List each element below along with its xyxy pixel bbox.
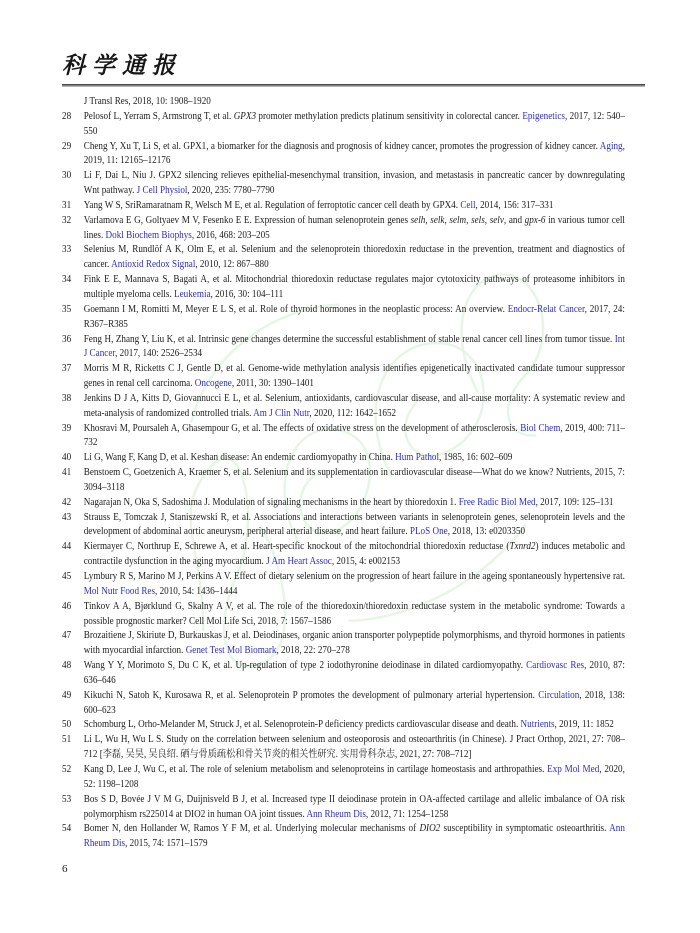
journal-link[interactable]: Exp Mol Med	[547, 763, 600, 775]
reference-text: Kang D, Lee J, Wu C, et al. The role of selenium metabolism and selenoproteins in cartilage homeostasis and arthropathies.	[83, 763, 548, 775]
gene-name-italic: Txnrd2	[509, 541, 536, 553]
reference-number: 46	[62, 600, 72, 612]
reference-item	[62, 689, 625, 719]
reference-text: in various tumor cell lines.	[83, 214, 625, 241]
reference-number: 54	[62, 823, 72, 835]
reference-number: 28	[62, 110, 72, 122]
reference-text: Yang W S, SriRamaratnam R, Welsch M E, et al. Regulation of ferroptotic cancer cell death by GPX4.	[83, 199, 461, 211]
journal-link[interactable]: Int J Cancer	[83, 333, 625, 360]
reference-text: , 2010, 54: 1436–1444	[155, 585, 238, 597]
reference-text: , 2017, 12: 540–550	[83, 110, 625, 137]
reference-text: , 2017, 109: 125–131	[535, 496, 614, 508]
reference-number: 47	[62, 630, 72, 642]
reference-text: , 2018, 138: 600–623	[83, 689, 625, 716]
reference-number: 40	[62, 452, 72, 464]
reference-item	[62, 303, 625, 333]
reference-number: 51	[62, 734, 72, 746]
reference-text: Kiermayer C, Northrup E, Schrewe A, et al. Heart-specific knockout of the mitochondrial thioredoxin reductase (	[83, 541, 510, 553]
reference-text: Bomer N, den Hollander W, Ramos Y F M, et al. Underlying molecular mechanisms of	[83, 823, 420, 835]
reference-item	[62, 214, 625, 244]
reference-item	[62, 822, 625, 852]
reference-item	[62, 733, 625, 763]
reference-number: 32	[62, 214, 72, 226]
reference-text: , 2019, 11: 1852	[554, 719, 614, 731]
reference-number: 39	[62, 422, 72, 434]
masthead	[62, 54, 645, 87]
reference-text: , 2020, 52: 1198–1208	[83, 763, 625, 790]
reference-text: , 2016, 468: 203–205	[191, 229, 270, 241]
reference-item	[62, 392, 625, 422]
reference-item	[62, 169, 625, 199]
reference-text: ) induces metabolic and contractile dysfunction in the aging myocardium.	[83, 541, 625, 568]
reference-text: Fink E E, Mannava S, Bagati A, et al. Mitochondrial thioredoxin reductase regulates major cytotoxicity pathways of proteasome inhibitors in multiple myeloma cells.	[83, 274, 625, 300]
reference-text: promoter methylation predicts platinum sensitivity in colorectal cancer.	[256, 110, 523, 122]
reference-text: Tinkov A A, Bjørklund G, Skalny A V, et al. The role of the thioredoxin/thioredoxin reductase system in the metabolic syndrome: Towards a possible prognostic marker? Cell Mol Life Sci, 2018, 7: 1567–1586	[83, 600, 625, 627]
reference-item	[62, 763, 625, 793]
reference-item	[62, 600, 625, 630]
reference-number: 43	[62, 511, 72, 523]
journal-link[interactable]: Dokl Biochem Biophys	[105, 229, 192, 241]
journal-link[interactable]: Cardiovasc Res	[526, 660, 585, 672]
journal-logo: 科学通报	[62, 53, 182, 78]
reference-item	[62, 496, 625, 511]
reference-number: 45	[62, 571, 72, 582]
reference-item	[62, 511, 625, 541]
gene-name-italic: selh	[410, 214, 426, 226]
reference-item	[62, 95, 625, 110]
reference-item	[62, 629, 625, 659]
reference-text: , 2010, 87: 636–646	[83, 660, 625, 686]
reference-item	[62, 793, 625, 823]
reference-text: Benstoem C, Goetzenich A, Kraemer S, et al. Selenium and its supplementation in cardiovascular disease—What do we know? Nutrients, 2015, 7: 3094–3118	[83, 467, 625, 493]
journal-link[interactable]: Aging	[599, 140, 623, 152]
reference-text: J Transl Res, 2018, 10: 1908–1920	[83, 96, 211, 107]
journal-link[interactable]: Biol Chem	[520, 422, 561, 434]
gene-name-italic: sels	[471, 214, 485, 226]
reference-text: Cheng Y, Xu T, Li S, et al. GPX1, a biomarker for the diagnosis and prognosis of kidney cancer, promotes the progression of kidney cancer.	[83, 140, 600, 152]
reference-item	[62, 243, 625, 273]
reference-number: 41	[62, 467, 72, 479]
reference-number: 36	[62, 333, 72, 345]
gene-name-italic: gpx-6	[524, 214, 546, 226]
reference-text: , 2011, 30: 1390–1401	[231, 378, 314, 390]
reference-text: Li F, Dai L, Niu J. GPX2 silencing relieves epithelial-mesenchymal transition, invasion, and metastasis in pancreatic cancer by downregulating Wnt pathway.	[83, 170, 625, 197]
journal-link[interactable]: Leukemia	[174, 288, 211, 300]
gene-name-italic: DIO2	[419, 823, 441, 835]
reference-text: ,	[484, 214, 490, 226]
reference-text: , 2015, 4: e002153	[331, 556, 401, 568]
journal-link[interactable]: PLoS One	[409, 526, 448, 538]
reference-text: , 2018, 22: 270–278	[276, 645, 350, 657]
journal-link[interactable]: Epigenetics	[522, 110, 565, 122]
reference-text: Brozaitiene J, Skiriute D, Burkauskas J, et al. Deiodinases, organic anion transporter polypeptide polymorphisms, and thyroid hormones in patients with myocardial infarction.	[83, 630, 625, 657]
journal-link[interactable]: J Cell Physiol	[136, 185, 188, 197]
journal-link[interactable]: Hum Pathol	[395, 452, 440, 464]
reference-text: Varlamova E G, Goltyaev M V, Fesenko E E. Expression of human selenoprotein genes	[83, 214, 411, 226]
gene-name-italic: GPX3	[233, 110, 257, 122]
reference-text: ,	[444, 214, 450, 226]
reference-text: , and	[503, 214, 525, 226]
journal-link[interactable]: Mol Nutr Food Res	[83, 585, 156, 597]
reference-text: ,	[425, 214, 431, 226]
reference-text: , 2020, 112: 1642–1652	[309, 407, 397, 419]
reference-number: 35	[62, 303, 72, 315]
reference-text: , 2016, 30: 104–111	[210, 288, 284, 300]
reference-item	[62, 362, 625, 392]
reference-text: Khosravi M, Poursaleh A, Ghasempour G, et al. The effects of oxidative stress on the development of atherosclerosis.	[83, 422, 521, 434]
journal-link[interactable]: Endocr-Relat Cancer	[507, 303, 585, 315]
reference-number: 29	[62, 140, 72, 152]
reference-text: , 2010, 12: 867–880	[195, 259, 269, 271]
reference-text: , 2015, 74: 1571–1579	[125, 838, 208, 850]
reference-text: ,	[466, 214, 472, 226]
reference-item	[62, 451, 625, 466]
gene-name-italic: selm	[449, 214, 467, 226]
reference-text: Schomburg L, Orho-Melander M, Struck J, et al. Selenoprotein-P deficiency predicts cardiovascular disease and death.	[83, 719, 521, 731]
reference-text: Kikuchi N, Satoh K, Kurosawa R, et al. Selenoprotein P promotes the development of pulmonary arterial hypertension.	[83, 689, 539, 701]
reference-text: , 2020, 235: 7780–7790	[187, 185, 275, 197]
reference-number: 37	[62, 363, 72, 375]
reference-text: Selenius M, Rundlöf A K, Olm E, et al. Selenium and the selenoprotein thioredoxin reductase in the prevention, treatment and diagnostics of cancer.	[83, 244, 625, 271]
journal-link[interactable]: Nutrients	[520, 719, 555, 731]
gene-name-italic: selk	[430, 214, 445, 226]
journal-link[interactable]: Am J Clin Nutr	[253, 407, 310, 419]
reference-number: 52	[62, 763, 72, 775]
reference-text: , 1985, 16: 602–609	[439, 452, 513, 464]
reference-text: Lymbury R S, Marino M J, Perkins A V. Effect of dietary selenium on the progression of heart failure in the ageing spontaneously hypertensive rat.	[83, 571, 625, 582]
reference-text: , 2017, 140: 2526–2534	[115, 348, 203, 360]
reference-number: 30	[62, 170, 72, 182]
reference-number: 49	[62, 689, 72, 701]
journal-link[interactable]: Ann Rheum Dis	[306, 808, 366, 820]
journal-link[interactable]: Cell	[460, 199, 476, 211]
reference-text: Li L, Wu H, Wu L S. Study on the correlation between selenium and osteoporosis and osteoarthritis (in Chinese). J Pract Orthop, 2021, 27: 708–712 [李磊, 吴昊, 吴良绍. 硒与骨质疏松和骨关节炎的相关性研究. 实用骨科杂志, 2021, 27: 708–712]	[83, 734, 625, 761]
reference-number: 38	[62, 392, 72, 404]
reference-text: , 2017, 24: R367–R385	[83, 303, 625, 330]
reference-text: Morris M R, Ricketts C J, Gentle D, et al. Genome-wide methylation analysis identifies epigenetically inactivated candidate tumour suppressor genes in renal cell carcinoma.	[83, 363, 625, 390]
reference-text: Goemann I M, Romitti M, Meyer E L S, et al. Role of thyroid hormones in the neoplastic process: An overview.	[83, 303, 508, 315]
reference-text: Nagarajan N, Oka S, Sadoshima J. Modulation of signaling mechanisms in the heart by thioredoxin 1.	[83, 496, 459, 508]
reference-number: 34	[62, 274, 72, 286]
reference-text: Pelosof L, Yerram S, Armstrong T, et al.	[83, 110, 234, 122]
reference-item	[62, 333, 625, 363]
reference-text: Bos S D, Bovée J V M G, Duijnisveld B J, et al. Increased type II deiodinase protein in OA-affected cartilage and allelic imbalance of OA risk polymorphism rs225014 at DIO2 in human OA joint tissues.	[83, 793, 625, 820]
reference-item	[62, 540, 625, 570]
reference-item	[62, 570, 625, 600]
reference-item	[62, 659, 625, 689]
page-footer	[62, 863, 68, 875]
journal-link[interactable]: Antioxid Redox Signal	[111, 259, 196, 271]
reference-item	[62, 718, 625, 733]
reference-text: , 2018, 13: e0203350	[447, 526, 526, 538]
reference-number: 33	[62, 244, 72, 256]
reference-text: , 2019, 400: 711–732	[83, 422, 625, 449]
reference-text: , 2019, 11: 12165–12176	[83, 140, 625, 167]
journal-link[interactable]: Free Radic Biol Med	[458, 496, 536, 508]
reference-text: Li G, Wang F, Kang D, et al. Keshan disease: An endemic cardiomyopathy in China.	[83, 452, 396, 464]
reference-text: Wang Y Y, Morimoto S, Du C K, et al. Up-regulation of type 2 iodothyronine deiodinase in dilated cardiomyopathy.	[83, 660, 527, 672]
masthead-rule	[62, 84, 645, 87]
page-number: 6	[62, 863, 68, 875]
reference-item	[62, 466, 625, 496]
reference-list	[62, 95, 625, 852]
reference-number: 53	[62, 793, 72, 805]
reference-text: Jenkins D J A, Kitts D, Giovannucci E L, et al. Selenium, antioxidants, cardiovascular disease, and all-cause mortality: A systematic review and meta-analysis of randomized controlled trials.	[83, 392, 625, 419]
gene-name-italic: selv	[489, 214, 504, 226]
reference-text: , 2012, 71: 1254–1258	[365, 808, 449, 820]
reference-number: 31	[62, 199, 72, 211]
journal-link[interactable]: Circulation	[538, 689, 580, 701]
reference-text: susceptibility in symptomatic osteoarthritis.	[440, 823, 610, 835]
reference-item	[62, 422, 625, 452]
reference-text: Strauss E, Tomczak J, Staniszewski R, et al. Associations and interactions between variants in selenoprotein genes, selenoprotein levels and the development of abdominal aortic aneurysm, peripheral arterial disease, and heart failure.	[83, 511, 625, 538]
journal-link[interactable]: Oncogene	[194, 378, 232, 390]
reference-number: 44	[62, 541, 72, 553]
reference-text: Feng H, Zhang Y, Liu K, et al. Intrinsic gene changes determine the successful establishment of stable renal cancer cell lines from tumor tissue.	[83, 333, 615, 345]
journal-link[interactable]: Genet Test Mol Biomark	[185, 645, 277, 657]
reference-item	[62, 199, 625, 214]
reference-number: 50	[62, 719, 72, 731]
reference-text: , 2014, 156: 317–331	[475, 199, 554, 211]
reference-number: 48	[62, 660, 72, 672]
journal-link[interactable]: Ann Rheum Dis	[83, 823, 625, 850]
reference-item	[62, 110, 625, 140]
reference-item	[62, 273, 625, 303]
reference-number: 42	[62, 496, 72, 508]
journal-link[interactable]: J Am Heart Assoc	[266, 556, 332, 568]
reference-item	[62, 140, 625, 170]
